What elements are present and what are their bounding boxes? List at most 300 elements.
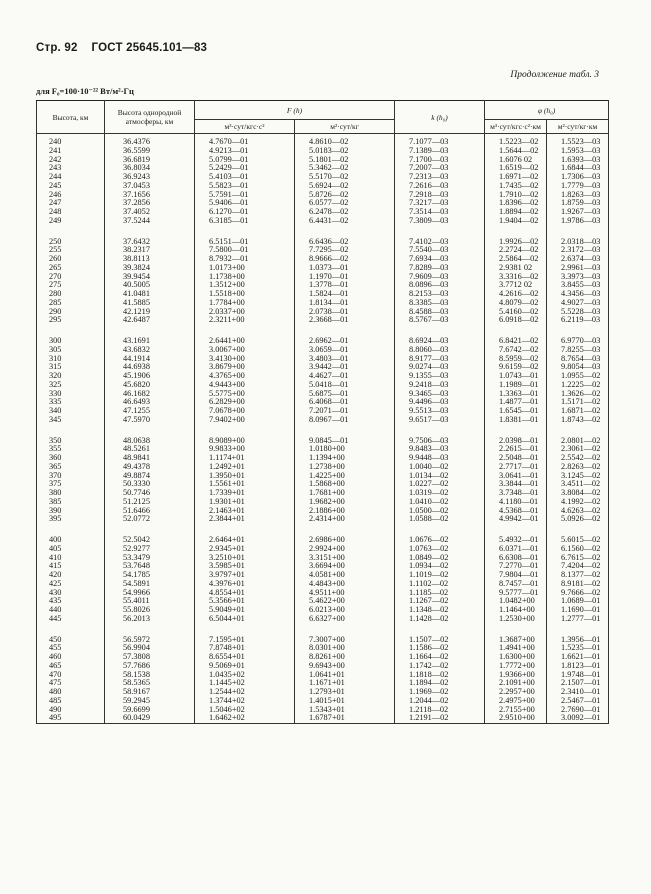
cell-k: 1.1185—02 [395, 589, 485, 598]
cell-k: 1.1267—02 [395, 597, 485, 606]
cell-k: 1.0227—02 [395, 480, 485, 489]
cell-phi1: 1.3687+00 [485, 632, 547, 645]
cell-F1: 5.4103—01 [195, 173, 295, 182]
cell-height: 241 [37, 147, 105, 156]
cell-F1: 6.5151—01 [195, 234, 295, 247]
group-spacer [37, 425, 609, 433]
header-phi-col1: м³·сут/кгс·с²·км [485, 120, 547, 134]
cell-F1: 3.2510+01 [195, 554, 295, 563]
cell-phi1: 6.0371—01 [485, 545, 547, 554]
cell-F1: 2.3211+00 [195, 316, 295, 325]
cell-phi1: 3.0641—01 [485, 472, 547, 481]
cell-phi2: 4.6263—02 [547, 507, 609, 516]
cell-height: 425 [37, 580, 105, 589]
cell-atm-height: 54.5891 [105, 580, 195, 589]
cell-phi1: 1.5223—02 [485, 134, 547, 147]
cell-F1: 2.0337+00 [195, 308, 295, 317]
cell-height: 400 [37, 532, 105, 545]
cell-height: 325 [37, 381, 105, 390]
cell-k: 9.5513—03 [395, 407, 485, 416]
header-F-col2: м²·сут/кг [295, 120, 395, 134]
cell-height: 380 [37, 489, 105, 498]
cell-phi1: 4.2616—02 [485, 290, 547, 299]
cell-phi2: 4.1992—02 [547, 498, 609, 507]
cell-phi2: 1.6844—03 [547, 164, 609, 173]
cell-F2: 3.9442—01 [295, 363, 395, 372]
cell-height: 410 [37, 554, 105, 563]
cell-k: 7.5540—03 [395, 246, 485, 255]
cell-phi1: 1.7435—02 [485, 182, 547, 191]
cell-phi2: 7.4204—02 [547, 562, 609, 571]
cell-height: 415 [37, 562, 105, 571]
cell-F2: 1.1394+00 [295, 454, 395, 463]
cell-phi2: 2.3061—02 [547, 445, 609, 454]
cell-F2: 7.7295—02 [295, 246, 395, 255]
cell-F2: 2.1886+00 [295, 507, 395, 516]
cell-k: 7.2313—03 [395, 173, 485, 182]
cell-phi1: 6.0918—02 [485, 316, 547, 325]
cell-phi1: 1.2530+00 [485, 615, 547, 624]
cell-F2: 1.3778—01 [295, 281, 395, 290]
cell-k: 1.0319—02 [395, 489, 485, 498]
cell-k: 8.5767—03 [395, 316, 485, 325]
cell-F1: 4.9213—01 [195, 147, 295, 156]
cell-F1: 1.3950+01 [195, 472, 295, 481]
cell-atm-height: 47.1255 [105, 407, 195, 416]
cell-phi2: 3.1245—02 [547, 472, 609, 481]
cell-phi2: 1.0955—02 [547, 372, 609, 381]
table-row [37, 316, 609, 325]
cell-k: 9.3465—03 [395, 390, 485, 399]
cell-phi2: 1.2777—01 [547, 615, 609, 624]
cell-k: 1.1428—02 [395, 615, 485, 624]
cell-atm-height: 37.6432 [105, 234, 195, 247]
cell-height: 375 [37, 480, 105, 489]
cell-F1: 1.5561+01 [195, 480, 295, 489]
cell-F1: 4.7670—01 [195, 134, 295, 147]
cell-phi2: 2.5467—01 [547, 697, 609, 706]
cell-F2: 1.4015+01 [295, 697, 395, 706]
cell-F1: 8.6554+01 [195, 653, 295, 662]
cell-k: 1.2044—02 [395, 697, 485, 706]
cell-atm-height: 37.1656 [105, 191, 195, 200]
cell-phi1: 8.7457—01 [485, 580, 547, 589]
cell-atm-height: 36.5599 [105, 147, 195, 156]
cell-atm-height: 55.8026 [105, 606, 195, 615]
cell-phi2: 2.6374—03 [547, 255, 609, 264]
cell-F2: 5.3462—02 [295, 164, 395, 173]
cell-F1: 1.3744+02 [195, 697, 295, 706]
cell-atm-height: 48.0638 [105, 433, 195, 446]
cell-height: 250 [37, 234, 105, 247]
cell-phi1: 3.7348—01 [485, 489, 547, 498]
cell-k: 1.1742—02 [395, 662, 485, 671]
cell-F1: 1.9301+01 [195, 498, 295, 507]
group-spacer [37, 524, 609, 532]
cell-F1: 1.7784+00 [195, 299, 295, 308]
cell-phi1: 4.1180—01 [485, 498, 547, 507]
cell-k: 1.0934—02 [395, 562, 485, 571]
cell-atm-height: 48.5261 [105, 445, 195, 454]
cell-F1: 2.1463+01 [195, 507, 295, 516]
cell-phi1: 2.2957+00 [485, 688, 547, 697]
cell-F2: 5.0183—02 [295, 147, 395, 156]
cell-height: 455 [37, 644, 105, 653]
cell-k: 7.8289—03 [395, 264, 485, 273]
cell-phi2: 1.5523—03 [547, 134, 609, 147]
cell-F2: 1.0180+00 [295, 445, 395, 454]
cell-atm-height: 45.1906 [105, 372, 195, 381]
cell-F2: 3.6694+00 [295, 562, 395, 571]
cell-k: 1.0040—02 [395, 463, 485, 472]
cell-phi1: 2.4975+00 [485, 697, 547, 706]
cell-phi1: 1.6519—02 [485, 164, 547, 173]
cell-phi1: 1.0482+00 [485, 597, 547, 606]
cell-phi1: 2.0398—01 [485, 433, 547, 446]
cell-F2: 6.4431—02 [295, 217, 395, 226]
cell-atm-height: 37.4052 [105, 208, 195, 217]
cell-phi1: 1.5644—02 [485, 147, 547, 156]
cell-k: 1.1019—02 [395, 571, 485, 580]
cell-height: 243 [37, 164, 105, 173]
cell-F2: 5.1801—02 [295, 156, 395, 165]
cell-phi1: 7.6742—02 [485, 346, 547, 355]
cell-height: 242 [37, 156, 105, 165]
data-table-wrapper [36, 100, 608, 724]
cell-F1: 6.1270—01 [195, 208, 295, 217]
cell-atm-height: 56.2013 [105, 615, 195, 624]
cell-k: 9.7506—03 [395, 433, 485, 446]
cell-F1: 6.2829+00 [195, 398, 295, 407]
cell-F2: 1.2793+01 [295, 688, 395, 697]
cell-atm-height: 53.3479 [105, 554, 195, 563]
cell-atm-height: 45.6820 [105, 381, 195, 390]
cell-F2: 7.2071—01 [295, 407, 395, 416]
cell-F2: 2.6986+00 [295, 532, 395, 545]
cell-atm-height: 42.6487 [105, 316, 195, 325]
table-body [37, 134, 609, 724]
cell-phi2: 8.7654—03 [547, 355, 609, 364]
cell-k: 1.0849—02 [395, 554, 485, 563]
cell-phi2: 1.5953—03 [547, 147, 609, 156]
table-row [37, 134, 609, 147]
cell-F1: 4.9443+00 [195, 381, 295, 390]
cell-height: 420 [37, 571, 105, 580]
cell-k: 1.1348—02 [395, 606, 485, 615]
cell-height: 255 [37, 246, 105, 255]
header-height: Высота, км [37, 101, 105, 134]
cell-F1: 4.8554+01 [195, 589, 295, 598]
header-phi-col2: м²·сут/кг·км [547, 120, 609, 134]
cell-F1: 2.3844+01 [195, 515, 295, 524]
cell-k: 8.3385—03 [395, 299, 485, 308]
cell-height: 460 [37, 653, 105, 662]
cell-height: 395 [37, 515, 105, 524]
cell-atm-height: 38.2317 [105, 246, 195, 255]
cell-F2: 1.1970—01 [295, 273, 395, 282]
cell-atm-height: 52.9277 [105, 545, 195, 554]
cell-atm-height: 59.2945 [105, 697, 195, 706]
cell-phi1: 2.1091+00 [485, 679, 547, 688]
cell-phi1: 9.5777—01 [485, 589, 547, 598]
cell-height: 244 [37, 173, 105, 182]
cell-height: 445 [37, 615, 105, 624]
cell-phi1: 3.7712 02 [485, 281, 547, 290]
cell-k: 1.1102—02 [395, 580, 485, 589]
cell-atm-height: 58.9167 [105, 688, 195, 697]
cell-F2: 6.6436—02 [295, 234, 395, 247]
cell-k: 1.1969—02 [395, 688, 485, 697]
cell-phi1: 3.3316—02 [485, 273, 547, 282]
cell-atm-height: 42.1219 [105, 308, 195, 317]
cell-phi2: 1.5235—01 [547, 644, 609, 653]
cell-F2: 4.4627—01 [295, 372, 395, 381]
cell-F1: 1.2492+01 [195, 463, 295, 472]
cell-phi2: 5.5228—03 [547, 308, 609, 317]
cell-phi1: 2.7155+00 [485, 706, 547, 715]
cell-F2: 5.6875—01 [295, 390, 395, 399]
cell-atm-height: 38.8113 [105, 255, 195, 264]
cell-phi2: 1.8759—03 [547, 199, 609, 208]
cell-k: 9.6517—03 [395, 416, 485, 425]
cell-phi2: 1.0689—01 [547, 597, 609, 606]
cell-phi2: 1.8743—02 [547, 416, 609, 425]
cell-phi2: 1.9748—01 [547, 671, 609, 680]
cell-F2: 6.0577—02 [295, 199, 395, 208]
cell-height: 340 [37, 407, 105, 416]
group-spacer [37, 325, 609, 333]
cell-atm-height: 57.3808 [105, 653, 195, 662]
cell-k: 1.1894—02 [395, 679, 485, 688]
cell-phi2: 8.1377—02 [547, 571, 609, 580]
cell-phi2: 2.3172—03 [547, 246, 609, 255]
cell-F1: 2.6464+01 [195, 532, 295, 545]
cell-phi1: 1.6971—02 [485, 173, 547, 182]
cell-phi2: 3.3973—03 [547, 273, 609, 282]
cell-phi1: 1.4877—01 [485, 398, 547, 407]
cell-k: 1.1818—02 [395, 671, 485, 680]
cell-k: 7.3809—03 [395, 217, 485, 226]
cell-F2: 6.2478—02 [295, 208, 395, 217]
cell-phi2: 1.8263—03 [547, 191, 609, 200]
cell-k: 1.0410—02 [395, 498, 485, 507]
cell-k: 7.1389—03 [395, 147, 485, 156]
cell-phi1: 6.8421—02 [485, 333, 547, 346]
cell-F2: 8.9666—02 [295, 255, 395, 264]
cell-F2: 2.4314+00 [295, 515, 395, 524]
cell-height: 285 [37, 299, 105, 308]
group-spacer [37, 226, 609, 234]
table-row [37, 714, 609, 723]
cell-phi2: 5.0926—02 [547, 515, 609, 524]
cell-F1: 4.3765+00 [195, 372, 295, 381]
cell-F1: 5.5823—01 [195, 182, 295, 191]
cell-F2: 1.2738+00 [295, 463, 395, 472]
cell-F2: 3.4803—01 [295, 355, 395, 364]
cell-F1: 7.0678+00 [195, 407, 295, 416]
cell-atm-height: 36.8034 [105, 164, 195, 173]
cell-F1: 9.9833+00 [195, 445, 295, 454]
cell-atm-height: 52.5042 [105, 532, 195, 545]
group-spacer [37, 624, 609, 632]
cell-height: 305 [37, 346, 105, 355]
cell-k: 1.1507—02 [395, 632, 485, 645]
cell-phi1: 4.8079—02 [485, 299, 547, 308]
cell-phi1: 2.5048—01 [485, 454, 547, 463]
cell-phi2: 1.9786—03 [547, 217, 609, 226]
cell-phi2: 1.7779—03 [547, 182, 609, 191]
cell-atm-height: 46.6493 [105, 398, 195, 407]
cell-k: 1.2191—02 [395, 714, 485, 723]
cell-height: 480 [37, 688, 105, 697]
cell-phi2: 1.6871—02 [547, 407, 609, 416]
cell-F2: 1.7681+00 [295, 489, 395, 498]
cell-atm-height: 53.7648 [105, 562, 195, 571]
cell-phi1: 2.9381 02 [485, 264, 547, 273]
cell-atm-height: 54.9966 [105, 589, 195, 598]
cell-height: 320 [37, 372, 105, 381]
cell-k: 7.2918—03 [395, 191, 485, 200]
cell-F1: 1.1174+01 [195, 454, 295, 463]
cell-k: 1.1586—02 [395, 644, 485, 653]
cell-F2: 1.9682+00 [295, 498, 395, 507]
cell-phi1: 1.0743—01 [485, 372, 547, 381]
cell-height: 475 [37, 679, 105, 688]
cell-F1: 9.5069+01 [195, 662, 295, 671]
cell-phi1: 2.7717—01 [485, 463, 547, 472]
cell-k: 9.4496—03 [395, 398, 485, 407]
cell-phi1: 2.9510+00 [485, 714, 547, 723]
cell-F1: 7.1595+01 [195, 632, 295, 645]
header-F-group: F (h) [195, 101, 395, 120]
cell-atm-height: 46.1682 [105, 390, 195, 399]
cell-F2: 1.6787+01 [295, 714, 395, 723]
cell-height: 248 [37, 208, 105, 217]
cell-phi1: 1.9366+00 [485, 671, 547, 680]
cell-phi1: 1.9926—02 [485, 234, 547, 247]
cell-F1: 3.9797+01 [195, 571, 295, 580]
cell-k: 1.0763—02 [395, 545, 485, 554]
cell-height: 270 [37, 273, 105, 282]
cell-atm-height: 36.4376 [105, 134, 195, 147]
cell-phi2: 1.6621—01 [547, 653, 609, 662]
cell-F2: 2.6962—01 [295, 333, 395, 346]
cell-height: 249 [37, 217, 105, 226]
cell-phi1: 1.8396—02 [485, 199, 547, 208]
cell-phi1: 8.5959—02 [485, 355, 547, 364]
cell-F1: 5.9406—01 [195, 199, 295, 208]
cell-atm-height: 36.6819 [105, 156, 195, 165]
cell-height: 315 [37, 363, 105, 372]
cell-height: 295 [37, 316, 105, 325]
cell-F1: 7.9402+00 [195, 416, 295, 425]
cell-phi1: 1.4941+00 [485, 644, 547, 653]
cell-F2: 8.0301+00 [295, 644, 395, 653]
cell-phi2: 2.3410—01 [547, 688, 609, 697]
cell-phi1: 9.6159—02 [485, 363, 547, 372]
table-row [37, 217, 609, 226]
cell-k: 9.0274—03 [395, 363, 485, 372]
cell-phi2: 1.8123—01 [547, 662, 609, 671]
cell-phi2: 2.9961—03 [547, 264, 609, 273]
cell-phi1: 1.6300+00 [485, 653, 547, 662]
cell-phi2: 3.0092—01 [547, 714, 609, 723]
cell-atm-height: 50.7746 [105, 489, 195, 498]
cell-height: 350 [37, 433, 105, 446]
page-header [36, 42, 207, 54]
cell-phi1: 1.6076 02 [485, 156, 547, 165]
cell-phi2: 6.2119—03 [547, 316, 609, 325]
cell-F1: 7.5800—01 [195, 246, 295, 255]
cell-F1: 2.9345+01 [195, 545, 295, 554]
cell-atm-height: 57.7686 [105, 662, 195, 671]
cell-F2: 1.0373—01 [295, 264, 395, 273]
cell-atm-height: 54.1785 [105, 571, 195, 580]
cell-atm-height: 59.6699 [105, 706, 195, 715]
cell-F1: 3.8679+00 [195, 363, 295, 372]
cell-height: 405 [37, 545, 105, 554]
cell-atm-height: 41.5885 [105, 299, 195, 308]
cell-height: 265 [37, 264, 105, 273]
cell-height: 465 [37, 662, 105, 671]
cell-phi2: 1.9267—03 [547, 208, 609, 217]
cell-F2: 5.6924—02 [295, 182, 395, 191]
cell-phi2: 9.7666—02 [547, 589, 609, 598]
header-atm-height: Высота однородной атмосферы, км [105, 101, 195, 134]
cell-height: 335 [37, 398, 105, 407]
cell-phi2: 3.4511—02 [547, 480, 609, 489]
cell-F1: 1.5046+02 [195, 706, 295, 715]
cell-phi2: 2.1507—01 [547, 679, 609, 688]
cell-F1: 6.3185—01 [195, 217, 295, 226]
cell-F2: 3.3151+00 [295, 554, 395, 563]
cell-height: 247 [37, 199, 105, 208]
cell-k: 7.9609—03 [395, 273, 485, 282]
cell-phi1: 5.4932—01 [485, 532, 547, 545]
cell-phi2: 9.8054—03 [547, 363, 609, 372]
cell-height: 300 [37, 333, 105, 346]
table-condition: для F₀=100·10⁻²² Вт/м²·Гц [36, 86, 134, 96]
cell-phi2: 2.8263—02 [547, 463, 609, 472]
cell-phi1: 2.2724—02 [485, 246, 547, 255]
cell-atm-height: 44.1914 [105, 355, 195, 364]
cell-atm-height: 56.5972 [105, 632, 195, 645]
cell-phi2: 4.3456—03 [547, 290, 609, 299]
cell-k: 7.2616—03 [395, 182, 485, 191]
cell-F1: 5.3566+01 [195, 597, 295, 606]
cell-height: 435 [37, 597, 105, 606]
cell-F1: 1.6462+02 [195, 714, 295, 723]
cell-k: 9.8483—03 [395, 445, 485, 454]
cell-k: 7.2007—03 [395, 164, 485, 173]
cell-F2: 1.5343+01 [295, 706, 395, 715]
cell-atm-height: 47.5970 [105, 416, 195, 425]
cell-height: 280 [37, 290, 105, 299]
table-row [37, 416, 609, 425]
cell-k: 8.8060—03 [395, 346, 485, 355]
cell-phi2: 1.1690—01 [547, 606, 609, 615]
cell-atm-height: 49.8874 [105, 472, 195, 481]
cell-atm-height: 48.9841 [105, 454, 195, 463]
cell-phi2: 5.6015—02 [547, 532, 609, 545]
header-F-col1: м³·сут/кгс·с² [195, 120, 295, 134]
cell-F2: 3.0659—01 [295, 346, 395, 355]
cell-k: 7.1077—03 [395, 134, 485, 147]
cell-k: 9.9448—03 [395, 454, 485, 463]
cell-F1: 6.5044+01 [195, 615, 295, 624]
cell-F1: 5.5775+00 [195, 390, 295, 399]
cell-F2: 5.8726—02 [295, 191, 395, 200]
